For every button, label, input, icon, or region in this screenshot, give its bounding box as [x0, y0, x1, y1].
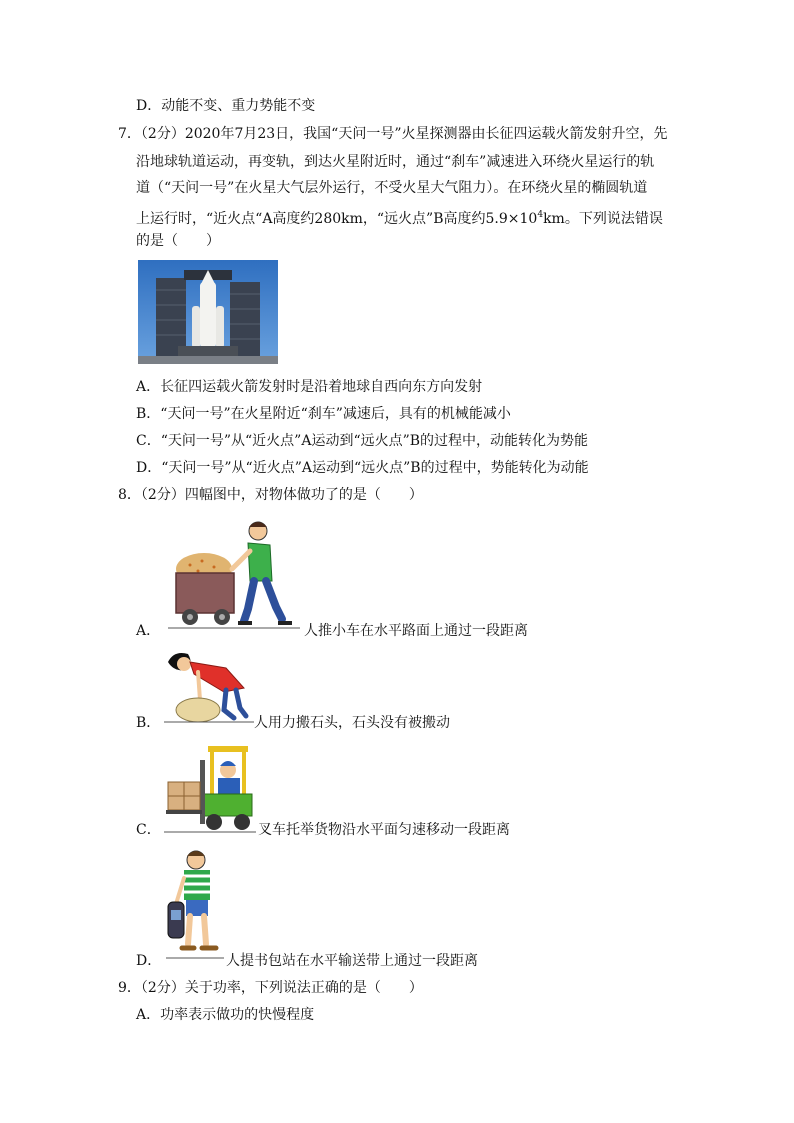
- rocket-launch-image: [138, 260, 278, 364]
- q7-option-b: B．“天问一号”在火星附近“刹车”减速后，具有的机械能减小: [136, 406, 511, 422]
- q7-stem-line-3: 道（“天问一号”在火星大气层外运行，不受火星大气阻力）。在环绕火星的椭圆轨道: [136, 180, 648, 196]
- q7-stem-line-4: [136, 205, 663, 229]
- q7-stem-line-4b: km。下列说法错误: [543, 211, 663, 227]
- q8-stem: 8．（2分）四幅图中，对物体做功了的是（ ）: [118, 487, 423, 503]
- q8-option-d-text: 人提书包站在水平输送带上通过一段距离: [226, 953, 478, 969]
- q7-option-a: A．长征四运载火箭发射时是沿着地球自西向东方向发射: [136, 379, 483, 395]
- q9-option-a: A．功率表示做功的快慢程度: [136, 1007, 315, 1023]
- q8-option-b-letter: B．: [136, 715, 161, 731]
- q6-option-d: D．动能不变、重力势能不变: [136, 98, 316, 114]
- carry-bag-image: [166, 848, 224, 960]
- q8-option-d-letter: D．: [136, 953, 162, 969]
- forklift-image: [164, 742, 256, 834]
- q8-option-b-text: 人用力搬石头，石头没有被搬动: [254, 715, 450, 731]
- q7-stem-line-1: 7．（2分）2020年7月23日，我国“天问一号”火星探测器由长征四运载火箭发射升空，先: [118, 126, 668, 142]
- q7-stem-line-5: 的是（ ）: [136, 233, 220, 249]
- q7-stem-line-2: 沿地球轨道运动，再变轨，到达火星附近时，通过“刹车”减速进入环绕火星运行的轨: [136, 154, 655, 170]
- q8-option-a-text: 人推小车在水平路面上通过一段距离: [304, 623, 528, 639]
- q9-stem: 9．（2分）关于功率，下列说法正确的是（ ）: [118, 980, 423, 996]
- lift-stone-image: [164, 648, 254, 724]
- q8-option-a-letter: A．: [136, 623, 161, 639]
- q7-option-d: D．“天问一号”从“近火点”A运动到“远火点”B的过程中，势能转化为动能: [136, 460, 589, 476]
- q7-exponent: 4: [537, 210, 544, 220]
- q7-stem-line-4a: 上运行时，“近火点“A高度约280km，“远火点”B高度约5.9×10: [136, 211, 538, 227]
- q8-option-c-letter: C．: [136, 822, 161, 838]
- q8-option-c-text: 叉车托举货物沿水平面匀速移动一段距离: [258, 822, 510, 838]
- q7-option-c: C．“天问一号”从“近火点”A运动到“远火点”B的过程中，动能转化为势能: [136, 433, 589, 449]
- push-cart-image: [168, 517, 300, 629]
